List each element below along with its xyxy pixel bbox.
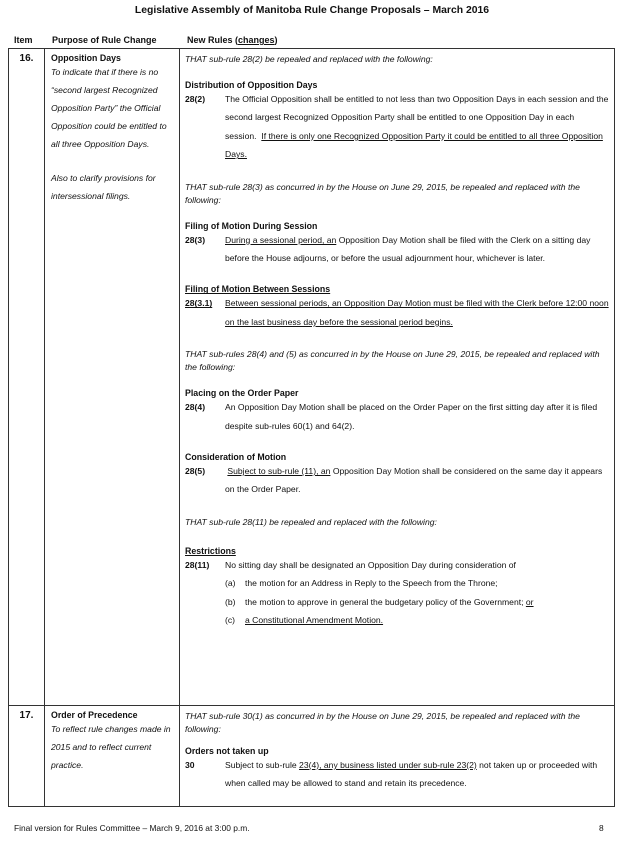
rule-heading: Consideration of Motion — [185, 452, 287, 463]
changes-link: changes — [238, 35, 275, 45]
rule-text: An Opposition Day Motion shall be placed on the Order Paper on the first sitting day after it is filed despite sub-rules 60(1) and 64(2). — [225, 402, 598, 431]
purpose-description: Also to clarify provisions for intersessional filings. — [51, 173, 156, 201]
sub-clause — [225, 611, 610, 629]
rule-number: 28(11) — [185, 559, 210, 570]
rule-number: 28(4) — [185, 402, 206, 413]
rule-heading: Orders not taken up — [185, 746, 269, 756]
rule-change-text: If there is only one Recognized Opposition Party it could be entitled to all three Opposition Days. — [225, 130, 603, 160]
purpose-title: Order of Precedence — [51, 710, 138, 720]
rule-heading: Filing of Motion Between Sessions — [185, 284, 331, 295]
rule-change-text: Between sessional periods, an Opposition Day Motion must be filed with the Clerk before 12:00 noon on the last business day before the sessional period begins. — [225, 298, 609, 327]
instruction-text: THAT sub-rule 28(11) be repealed and replaced with the following: — [185, 516, 437, 527]
rule-number: 28(5) — [185, 466, 206, 477]
instruction-text: THAT sub-rule 28(3) as concurred in by the House on June 29, 2015, be repealed and replaced with the following: — [185, 181, 580, 205]
new-rules-cell — [180, 49, 615, 706]
table-row — [9, 49, 615, 706]
rule-entry — [185, 462, 610, 499]
purpose-description: To indicate that if there is no “second largest Recognized Opposition Party” the Official Opposition could be entitled to all three Opposition Days. — [51, 67, 167, 149]
rule-text: not taken up or proceeded with when called may be allowed to stand and retain its precedence. — [225, 760, 598, 789]
rule-change-text: During a sessional period, an — [225, 234, 337, 245]
rule-text: The Official Opposition shall be entitled to not less than two Opposition Days in each session and the second largest Recognized Opposition Party shall be entitled to one Opposition Day in each session. — [225, 94, 609, 141]
instruction-text: THAT sub-rules 28(4) and (5) as concurred in by the House on June 29, 2015, be repealed and replaced with the following: — [185, 349, 600, 373]
footer-text: Final version for Rules Committee – March 9, 2016 at 3:00 p.m. — [14, 823, 250, 833]
rule-number: 30 — [185, 760, 195, 770]
column-header-purpose: Purpose of Rule Change — [52, 35, 157, 45]
rule-entry — [185, 398, 610, 435]
document-title: Legislative Assembly of Manitoba Rule Change Proposals – March 2016 — [134, 5, 490, 16]
rule-heading: Distribution of Opposition Days — [185, 80, 318, 90]
purpose-description: To reflect rule changes made in 2015 and to reflect current practice. — [51, 724, 171, 770]
rule-text: Opposition Day Motion shall be considered on the same day it appears on the Order Paper. — [225, 466, 603, 495]
page-number: 8 — [599, 823, 604, 833]
rule-text: No sitting day shall be designated an Opposition Day during consideration of — [225, 559, 516, 570]
item-number: 17. — [9, 706, 45, 807]
purpose-title: Opposition Days — [51, 53, 121, 63]
rule-number: 28(2) — [185, 94, 206, 104]
purpose-cell — [45, 49, 180, 706]
column-header-new-rules: New Rules (changes) — [187, 35, 278, 45]
table-row — [9, 706, 615, 807]
rule-number: 28(3) — [185, 234, 206, 245]
sub-clause-text: the motion to approve in general the budgetary policy of the Government; — [245, 596, 524, 607]
column-header-item: Item — [14, 35, 33, 45]
rule-heading: Filing of Motion During Session — [185, 220, 318, 231]
rule-number: 28(3.1) — [185, 298, 213, 309]
rule-heading: Placing on the Order Paper — [185, 388, 299, 399]
sub-clause-label: (b) — [225, 596, 236, 607]
rule-entry — [185, 756, 610, 793]
item-number: 16. — [9, 49, 45, 706]
sub-clause-label: (a) — [225, 578, 236, 589]
rule-text: Opposition Day Motion shall be filed with the Clerk on a sitting day before the House adjourns, or before the usual adjournment hour, whichever is later. — [225, 234, 591, 264]
sub-clause — [225, 574, 610, 592]
rule-change-table — [8, 48, 615, 807]
rule-heading: Restrictions — [185, 545, 236, 556]
rule-change-text: 23(4), any business listed under sub-rule 23(2) — [299, 760, 477, 770]
purpose-cell — [45, 706, 180, 807]
rule-change-text: Subject to sub-rule (11), an — [227, 466, 331, 477]
instruction-text: THAT sub-rule 30(1) as concurred in by the House on June 29, 2015, be repealed and replaced with the following: — [185, 711, 580, 734]
rule-text: Subject to sub-rule — [225, 760, 297, 770]
rule-entry — [185, 231, 610, 268]
instruction-text: THAT sub-rule 28(2) be repealed and replaced with the following: — [185, 54, 433, 64]
sub-clause-text: the motion for an Address in Reply to the Speech from the Throne; — [245, 578, 498, 589]
rule-entry — [185, 556, 610, 574]
sub-clause — [225, 593, 610, 611]
rule-change-text: or — [525, 596, 534, 607]
sub-clause-label: (c) — [225, 615, 236, 626]
rule-entry — [185, 294, 610, 331]
rule-change-text: a Constitutional Amendment Motion. — [245, 615, 384, 626]
rule-entry — [185, 90, 610, 164]
new-rules-cell — [180, 706, 615, 807]
